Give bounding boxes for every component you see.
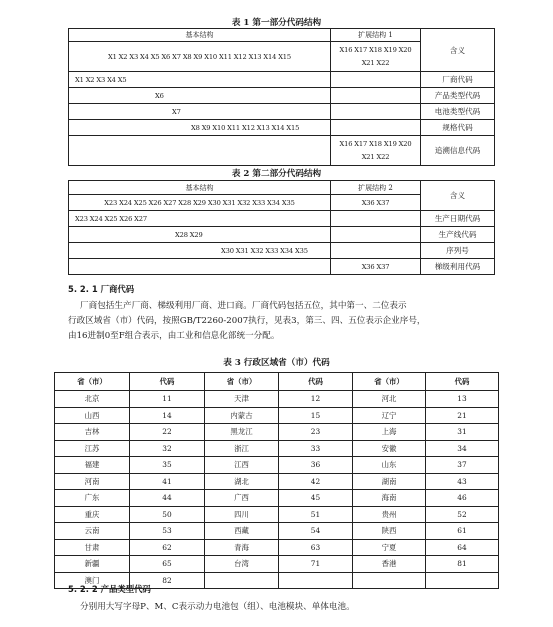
table1 — [68, 28, 495, 166]
table2-row-meaning: 生产线代码 — [421, 227, 495, 243]
table3-province-cell: 澳门 — [55, 572, 130, 589]
table3-code-cell: 37 — [426, 457, 499, 474]
table-row — [55, 523, 499, 540]
table3-province-cell: 江西 — [205, 457, 279, 474]
table1-caption: 表 1 第一部分代码结构 — [231, 18, 322, 28]
table3-code-cell: 51 — [279, 506, 353, 523]
table3-code-cell: 54 — [279, 523, 353, 540]
table3-province-cell: 上海 — [353, 424, 426, 441]
table-row — [69, 88, 495, 104]
table3-province-cell: 云南 — [55, 523, 130, 540]
table-row — [55, 391, 499, 408]
table1-row-codes: X8 X9 X10 X11 X12 X13 X14 X15 — [69, 120, 331, 136]
section-522-heading: 5. 2. 2 产品类型代码 — [68, 584, 151, 594]
table-row — [69, 227, 495, 243]
table3-code-cell: 61 — [426, 523, 499, 540]
table3-code-cell: 34 — [426, 440, 499, 457]
table1-full-ext-line2: X21 X22 — [361, 59, 390, 67]
table-row — [69, 72, 495, 88]
table3-code-cell: 11 — [130, 391, 205, 408]
table3-code-cell: 21 — [426, 407, 499, 424]
table3-code-cell: 43 — [426, 473, 499, 490]
table2-basic-header: 基本结构 — [69, 181, 331, 195]
table3-code-cell: 41 — [130, 473, 205, 490]
table3-code-cell: 62 — [130, 539, 205, 556]
table2-meaning-header: 含义 — [421, 181, 495, 211]
table2-row-meaning: 生产日期代码 — [421, 211, 495, 227]
table3-province-cell: 四川 — [205, 506, 279, 523]
table3-province-cell: 江苏 — [55, 440, 130, 457]
table3-code-cell: 45 — [279, 490, 353, 507]
table3-code-cell: 71 — [279, 556, 353, 573]
table3-province-cell: 北京 — [55, 391, 130, 408]
table3-code-cell: 81 — [426, 556, 499, 573]
table3-province-cell: 黑龙江 — [205, 424, 279, 441]
table-row — [55, 457, 499, 474]
table1-row-meaning: 追溯信息代码 — [421, 136, 495, 166]
table3-code-cell: 64 — [426, 539, 499, 556]
table3-province-cell: 西藏 — [205, 523, 279, 540]
table-row — [55, 539, 499, 556]
table3-province-cell — [353, 572, 426, 589]
table2-row-codes: X23 X24 X25 X26 X27 — [69, 211, 331, 227]
section-521-line-1: 厂商包括生产厂商、梯级利用厂商、进口商。厂商代码包括五位，其中第一、二位表示 — [80, 301, 407, 311]
table1-full-basic: X1 X2 X3 X4 X5 X6 X7 X8 X9 X10 X11 X12 X13 X14 X15 — [69, 42, 331, 72]
table2-full-ext: X36 X37 — [331, 195, 421, 211]
table3-province-cell: 重庆 — [55, 506, 130, 523]
table3-province-cell: 浙江 — [205, 440, 279, 457]
table-row — [55, 556, 499, 573]
table3-province-cell: 新疆 — [55, 556, 130, 573]
table3-province-cell: 吉林 — [55, 424, 130, 441]
table3-code-cell: 46 — [426, 490, 499, 507]
table3 — [54, 372, 499, 589]
table3-code-cell: 53 — [130, 523, 205, 540]
table3-province-cell — [205, 572, 279, 589]
table3-code-cell: 50 — [130, 506, 205, 523]
table2-row-meaning: 序列号 — [421, 243, 495, 259]
table3-body — [55, 391, 499, 589]
table1-row-meaning: 电池类型代码 — [421, 104, 495, 120]
table3-header-code: 代码 — [426, 373, 499, 391]
table3-province-cell: 宁夏 — [353, 539, 426, 556]
table3-province-cell: 台湾 — [205, 556, 279, 573]
table3-code-cell: 63 — [279, 539, 353, 556]
table1-full-ext — [331, 42, 421, 72]
table3-province-cell: 贵州 — [353, 506, 426, 523]
table3-province-cell: 甘肃 — [55, 539, 130, 556]
table1-ext-header: 扩展结构 1 — [331, 29, 421, 42]
table3-province-cell: 湖南 — [353, 473, 426, 490]
table3-caption: 表 3 行政区域省（市）代码 — [223, 358, 330, 368]
table1-basic-header: 基本结构 — [69, 29, 331, 42]
table1-row-meaning: 规格代码 — [421, 120, 495, 136]
table2-row-codes: X30 X31 X32 X33 X34 X35 — [69, 243, 331, 259]
section-521-line-2: 行政区域省（市）代码，按照GB/T2260-2007执行，见表3，第三、四、五位表示企业序号， — [68, 316, 426, 326]
table3-code-cell — [426, 572, 499, 589]
table3-header-code: 代码 — [130, 373, 205, 391]
table3-province-cell: 陕西 — [353, 523, 426, 540]
table3-code-cell: 36 — [279, 457, 353, 474]
table3-header-province: 省（市） — [55, 373, 130, 391]
table-row — [69, 259, 495, 275]
table2-full-basic: X23 X24 X25 X26 X27 X28 X29 X30 X31 X32 X33 X34 X35 — [69, 195, 331, 211]
table3-code-cell: 52 — [426, 506, 499, 523]
table-row — [69, 120, 495, 136]
table-row — [69, 104, 495, 120]
table2-row-ext: X36 X37 — [331, 259, 421, 275]
table3-province-cell: 山东 — [353, 457, 426, 474]
table3-code-cell: 65 — [130, 556, 205, 573]
table3-code-cell: 82 — [130, 572, 205, 589]
table3-header-province: 省（市） — [205, 373, 279, 391]
table2-row-meaning: 梯级利用代码 — [421, 259, 495, 275]
table-row — [55, 506, 499, 523]
table2-ext-header: 扩展结构 2 — [331, 181, 421, 195]
table3-province-cell: 青海 — [205, 539, 279, 556]
table2 — [68, 180, 495, 275]
table3-province-cell: 湖北 — [205, 473, 279, 490]
table-row — [69, 211, 495, 227]
table3-code-cell — [279, 572, 353, 589]
table3-header-province: 省（市） — [353, 373, 426, 391]
table3-code-cell: 35 — [130, 457, 205, 474]
table3-province-cell: 广西 — [205, 490, 279, 507]
table1-row-ext — [331, 136, 421, 166]
table1-row-ext-line2: X21 X22 — [361, 153, 390, 161]
table-row — [55, 440, 499, 457]
table3-header-row — [55, 373, 499, 391]
table3-province-cell: 内蒙古 — [205, 407, 279, 424]
table3-code-cell: 22 — [130, 424, 205, 441]
table3-province-cell: 安徽 — [353, 440, 426, 457]
table3-province-cell: 广东 — [55, 490, 130, 507]
section-521-heading: 5. 2. 1 厂商代码 — [68, 284, 135, 294]
table3-province-cell: 河南 — [55, 473, 130, 490]
table3-code-cell: 23 — [279, 424, 353, 441]
table3-code-cell: 15 — [279, 407, 353, 424]
table3-code-cell: 33 — [279, 440, 353, 457]
table1-row-meaning: 厂商代码 — [421, 72, 495, 88]
table3-province-cell: 山西 — [55, 407, 130, 424]
table-row — [55, 473, 499, 490]
table-row — [55, 424, 499, 441]
table3-code-cell: 13 — [426, 391, 499, 408]
table3-province-cell: 辽宁 — [353, 407, 426, 424]
table-row — [55, 490, 499, 507]
table3-province-cell: 香港 — [353, 556, 426, 573]
section-522-line: 分别用大写字母P、M、C表示动力电池包（组）、电池模块、单体电池。 — [80, 602, 355, 612]
table3-province-cell: 河北 — [353, 391, 426, 408]
table2-row-codes: X28 X29 — [69, 227, 331, 243]
table1-row-codes: X7 — [69, 104, 331, 120]
table2-caption: 表 2 第二部分代码结构 — [231, 169, 322, 179]
table3-code-cell: 31 — [426, 424, 499, 441]
table-row — [69, 136, 495, 166]
table-row — [55, 407, 499, 424]
section-521-line-3: 由16进制0至F组合表示，由工业和信息化部统一分配。 — [68, 331, 280, 341]
table1-meaning-header: 含义 — [421, 29, 495, 72]
table3-province-cell: 海南 — [353, 490, 426, 507]
table1-row-codes: X1 X2 X3 X4 X5 — [69, 72, 331, 88]
table3-code-cell: 14 — [130, 407, 205, 424]
table1-full-ext-line1: X16 X17 X18 X19 X20 — [339, 46, 412, 54]
table3-code-cell: 32 — [130, 440, 205, 457]
table1-row-codes: X6 — [69, 88, 331, 104]
table3-code-cell: 12 — [279, 391, 353, 408]
table3-header-code: 代码 — [279, 373, 353, 391]
table3-province-cell: 天津 — [205, 391, 279, 408]
table1-row-meaning: 产品类型代码 — [421, 88, 495, 104]
table3-code-cell: 44 — [130, 490, 205, 507]
table3-code-cell: 42 — [279, 473, 353, 490]
table3-province-cell: 福建 — [55, 457, 130, 474]
table-row — [69, 243, 495, 259]
table1-row-ext-line1: X16 X17 X18 X19 X20 — [339, 140, 412, 148]
